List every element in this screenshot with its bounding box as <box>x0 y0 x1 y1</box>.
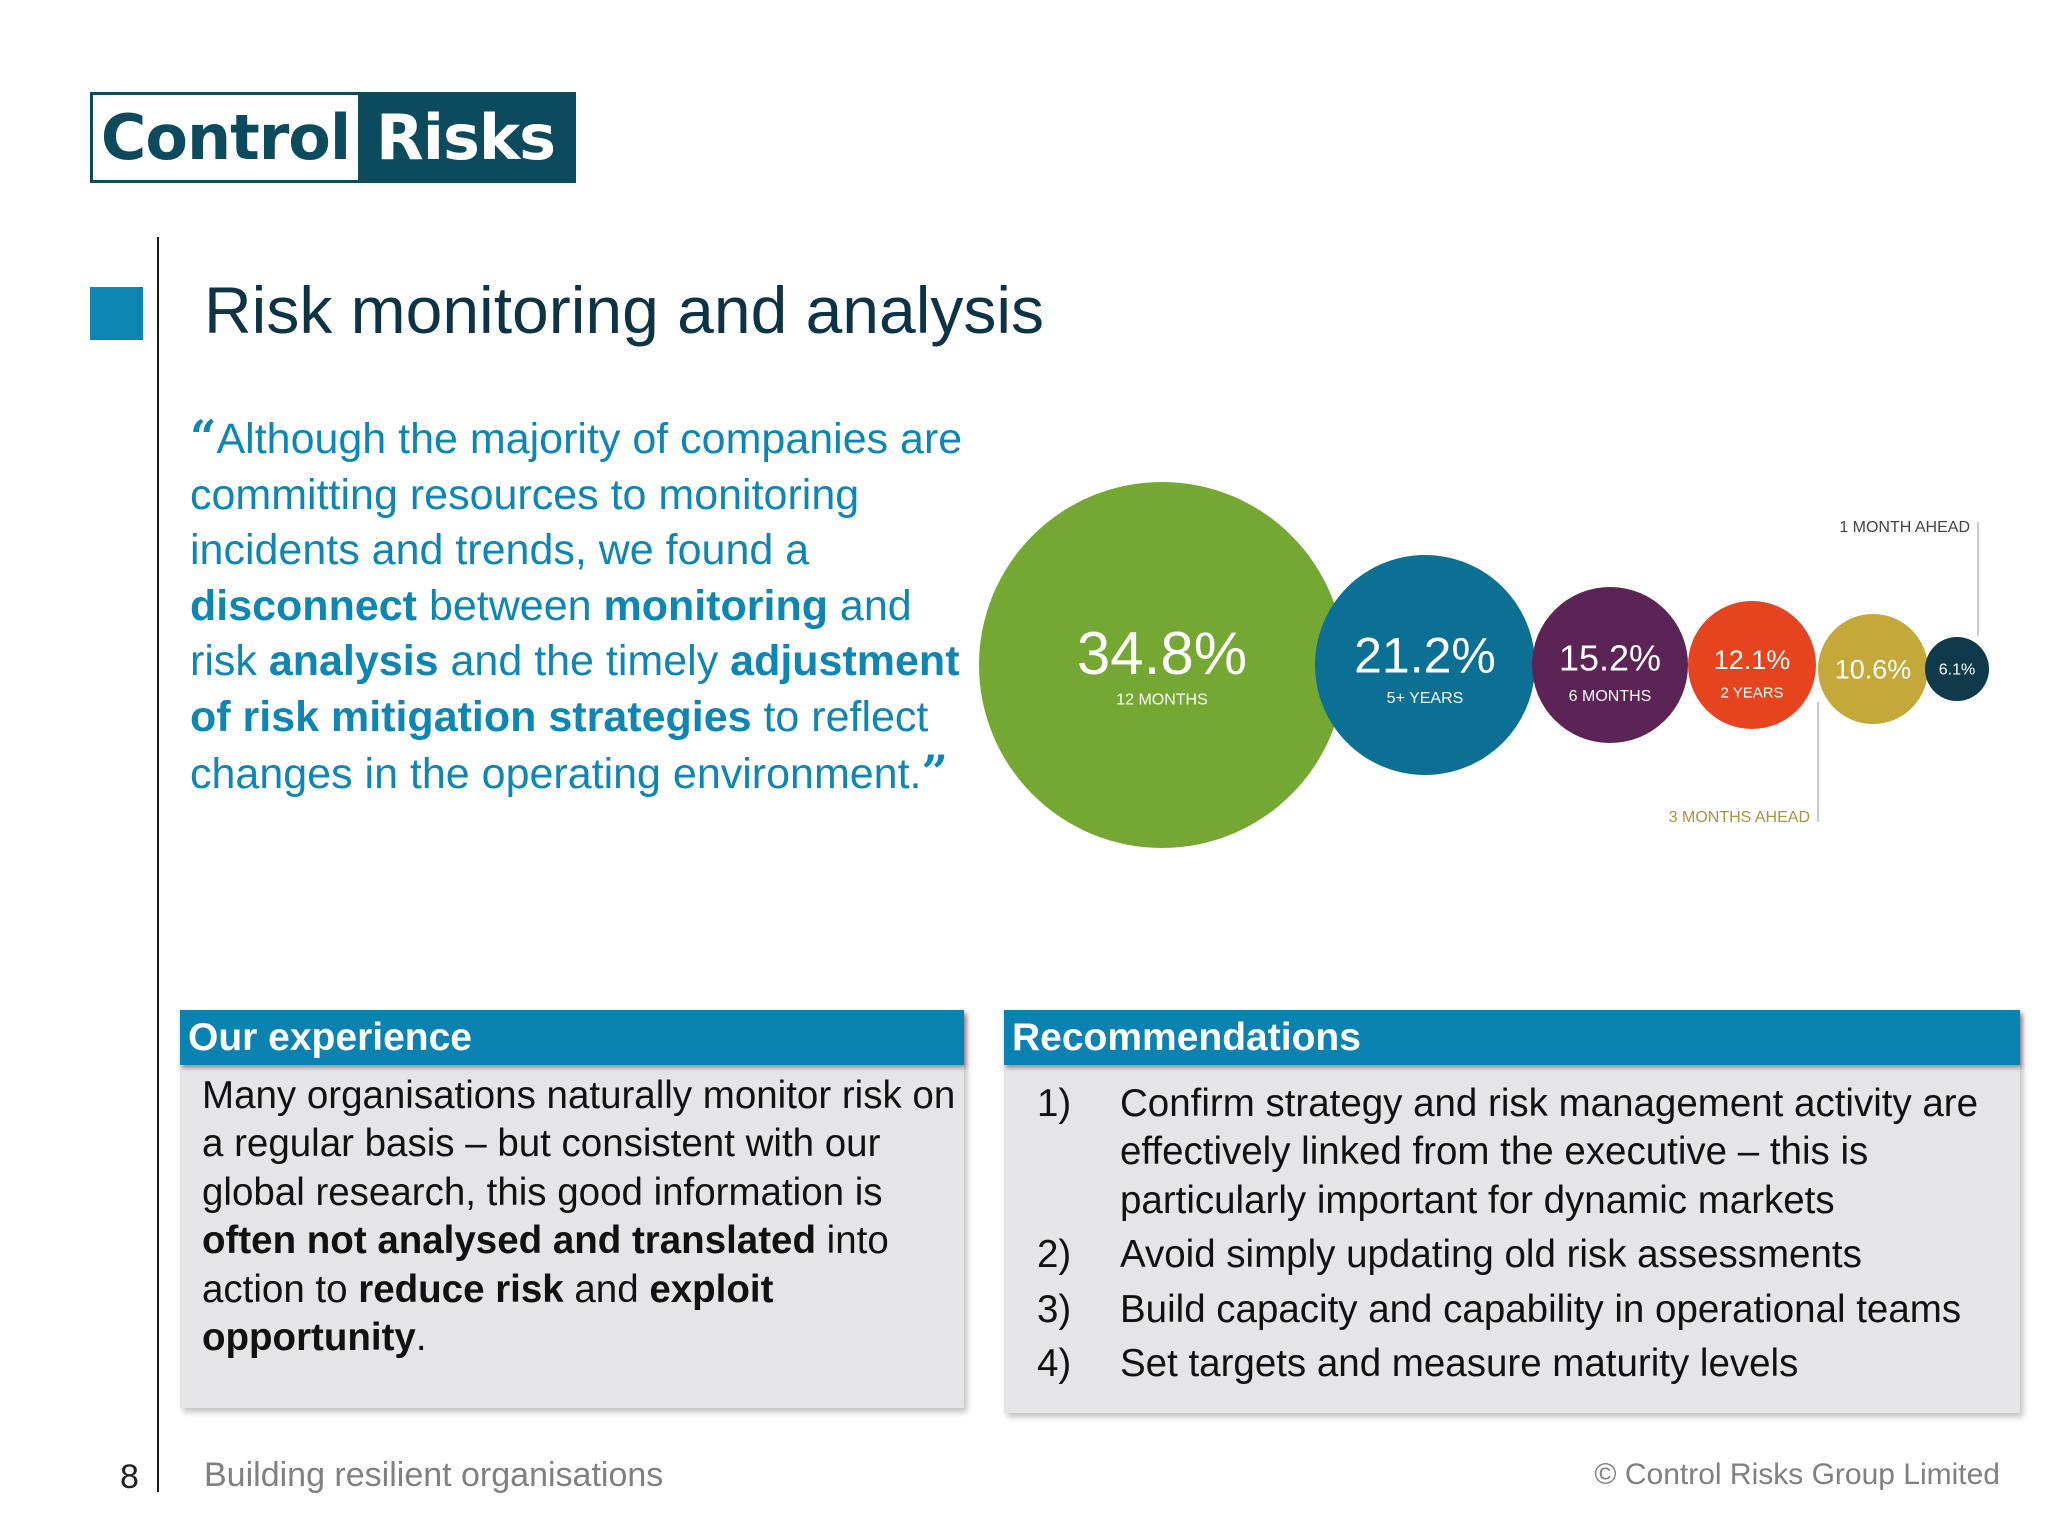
quote-segment: monitoring <box>603 581 828 630</box>
bubble-value: 34.8% <box>1076 620 1248 687</box>
bubble-label: 12 MONTHS <box>1116 691 1208 709</box>
bubble-label: 5+ YEARS <box>1386 689 1464 707</box>
experience-text <box>202 1072 972 1362</box>
bubble-label: 6 MONTHS <box>1568 687 1652 705</box>
callout-label: 1 MONTH AHEAD <box>1839 519 1970 536</box>
recommendation-item <box>1037 1080 2017 1225</box>
quote-segment: to reflect changes in the operating environment. <box>190 692 929 798</box>
footer-tagline: Building resilient organisations <box>204 1456 664 1494</box>
bubble-value: 12.1% <box>1713 645 1791 676</box>
bubble-label: 2 YEARS <box>1720 684 1784 702</box>
recommendation-number: 1) <box>1037 1082 1072 1125</box>
quote-segment: between <box>417 581 604 630</box>
recommendations-header: Recommendations <box>1004 1010 2020 1065</box>
quote-segment: adjustment of risk mitigation strategies <box>190 637 960 741</box>
recommendation-text: Set targets and measure maturity levels <box>1120 1342 1799 1386</box>
title-square-icon <box>90 287 143 340</box>
bubble-chart <box>970 470 2030 870</box>
pull-quote <box>190 410 990 803</box>
quote-segment: and the timely <box>438 637 731 685</box>
logo-word-risks: Risks <box>358 95 573 180</box>
experience-segment: Many organisations naturally monitor risk on a regular basis – but consistent with our global research, this good information is <box>202 1074 956 1214</box>
quote-segment: and risk <box>190 581 912 685</box>
experience-segment: reduce risk <box>358 1267 564 1311</box>
quote-segment: Although the majority of companies are committing resources to monitoring incidents and trends, we found a <box>190 415 963 574</box>
bubble-value: 10.6% <box>1834 654 1912 685</box>
recommendation-text: Build capacity and capability in operational teams <box>1120 1287 1962 1331</box>
vertical-divider <box>157 237 159 1492</box>
recommendation-item <box>1037 1286 2017 1334</box>
open-quote-mark: “ <box>190 410 217 464</box>
recommendations-panel <box>1004 1010 2020 1413</box>
footer-copyright: © Control Risks Group Limited <box>1594 1458 2000 1491</box>
page-title: Risk monitoring and analysis <box>204 273 1045 347</box>
recommendations-list <box>1037 1080 2017 1394</box>
bubble-value: 15.2% <box>1558 637 1662 679</box>
bubble-value: 21.2% <box>1354 627 1496 684</box>
company-logo <box>90 92 576 183</box>
bubble-value: 6.1% <box>1938 661 1976 679</box>
experience-segment: and <box>563 1267 650 1311</box>
close-quote-mark: ” <box>921 745 948 799</box>
quote-body <box>190 415 962 798</box>
logo-word-control: Control <box>93 95 358 180</box>
experience-panel <box>180 1010 964 1408</box>
recommendation-item <box>1037 1340 2017 1388</box>
experience-segment: into action to <box>202 1219 889 1311</box>
experience-header: Our experience <box>180 1010 964 1065</box>
recommendation-number: 4) <box>1037 1342 1072 1386</box>
recommendation-text: Confirm strategy and risk management activity are effectively linked from the executive – this is particularly important for dynamic markets <box>1120 1082 1979 1222</box>
recommendation-item <box>1037 1231 2017 1279</box>
experience-segment: . <box>415 1316 427 1360</box>
experience-segment: exploit opportunity <box>202 1267 774 1360</box>
quote-segment: disconnect <box>190 581 417 630</box>
recommendation-number: 3) <box>1037 1287 1072 1331</box>
quote-segment: analysis <box>268 637 439 685</box>
page-number: 8 <box>120 1458 139 1496</box>
experience-segment: often not analysed and translated <box>202 1219 816 1263</box>
recommendation-text: Avoid simply updating old risk assessments <box>1120 1233 1862 1277</box>
callout-label: 3 MONTHS AHEAD <box>1668 809 1810 826</box>
recommendation-number: 2) <box>1037 1233 1072 1277</box>
